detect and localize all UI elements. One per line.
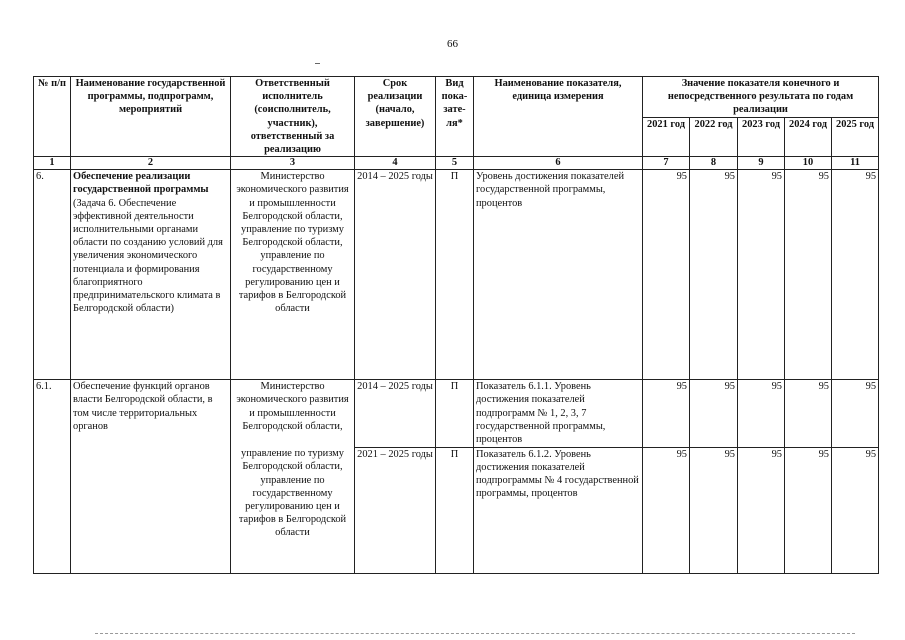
column-number: 3 — [231, 157, 355, 170]
value-cell: 95 — [738, 380, 785, 448]
executor-cell: управление по туризму Белгородской области, управление по государственному регулированию цен и тарифов в Белгородской области — [231, 447, 355, 574]
indicator-type-cell: П — [436, 380, 474, 448]
value-cell: 95 — [832, 380, 879, 448]
scan-edge-line — [95, 633, 855, 634]
value-cell: 95 — [643, 380, 690, 448]
period-cell: 2014 – 2025 годы — [355, 170, 436, 380]
column-number: 2 — [71, 157, 231, 170]
program-table — [33, 76, 879, 574]
value-cell: 95 — [785, 447, 832, 574]
header-year: 2023 год — [738, 118, 785, 157]
value-cell: 95 — [690, 170, 738, 380]
value-cell: 95 — [643, 447, 690, 574]
header-indicator-type: Вид пока- зате- ля* — [436, 77, 474, 157]
value-cell: 95 — [832, 170, 879, 380]
header-period: Срок реализации (начало, завершение) — [355, 77, 436, 157]
scan-mark — [315, 63, 320, 64]
value-cell: 95 — [832, 447, 879, 574]
period-cell: 2014 – 2025 годы — [355, 380, 436, 448]
program-name: Обеспечение реализации государственной программы — [73, 171, 209, 196]
column-number: 7 — [643, 157, 690, 170]
column-number: 9 — [738, 157, 785, 170]
table-row — [34, 170, 879, 380]
column-number: 10 — [785, 157, 832, 170]
value-cell: 95 — [738, 170, 785, 380]
indicator-type-cell: П — [436, 447, 474, 574]
column-number: 6 — [474, 157, 643, 170]
program-task: (Задача 6. Обеспечение эффективной деятельности исполнительными органами области по созданию условий для увеличения экономического потенциала и формирования благоприятного предпринимательского климата в Белгородской области) — [73, 197, 223, 315]
column-number: 5 — [436, 157, 474, 170]
header-row — [34, 77, 879, 118]
value-cell: 95 — [690, 380, 738, 448]
executor-cell: Министерство экономического развития и промышленности Белгородской области, управление по туризму Белгородской области, управление по государственному регулированию цен и тарифов в Белгородской области — [231, 170, 355, 380]
header-year: 2021 год — [643, 118, 690, 157]
program-name-cell — [71, 170, 231, 380]
column-number: 4 — [355, 157, 436, 170]
value-cell: 95 — [738, 447, 785, 574]
indicator-name-cell: Показатель 6.1.2. Уровень достижения показателей подпрограммы № 4 государственной программы, процентов — [474, 447, 643, 574]
column-number-row — [34, 157, 879, 170]
header-number: № п/п — [34, 77, 71, 157]
executor-cell: Министерство экономического развития и промышленности Белгородской области, — [231, 380, 355, 448]
page-number: 66 — [447, 38, 458, 50]
measure-name-cell: Обеспечение функций органов власти Белгородской области, в том числе территориальных органов — [71, 380, 231, 574]
table-row — [34, 380, 879, 448]
value-cell: 95 — [643, 170, 690, 380]
row-number: 6.1. — [34, 380, 71, 574]
period-cell: 2021 – 2025 годы — [355, 447, 436, 574]
header-year: 2022 год — [690, 118, 738, 157]
header-year: 2024 год — [785, 118, 832, 157]
header-indicator-name: Наименование показателя, единица измерения — [474, 77, 643, 157]
indicator-type-cell: П — [436, 170, 474, 380]
header-program-name: Наименование государственной программы, подпрограмм, мероприятий — [71, 77, 231, 157]
column-number: 8 — [690, 157, 738, 170]
header-values-group: Значение показателя конечного и непосредственного результата по годам реализации — [643, 77, 879, 118]
value-cell: 95 — [690, 447, 738, 574]
header-year: 2025 год — [832, 118, 879, 157]
row-number: 6. — [34, 170, 71, 380]
column-number: 1 — [34, 157, 71, 170]
indicator-name-cell: Показатель 6.1.1. Уровень достижения показателей подпрограмм № 1, 2, 3, 7 государственной программы, процентов — [474, 380, 643, 448]
indicator-name-cell: Уровень достижения показателей государственной программы, процентов — [474, 170, 643, 380]
column-number: 11 — [832, 157, 879, 170]
value-cell: 95 — [785, 170, 832, 380]
header-executor: Ответственный исполнитель (соисполнитель, участник), ответственный за реализацию — [231, 77, 355, 157]
value-cell: 95 — [785, 380, 832, 448]
